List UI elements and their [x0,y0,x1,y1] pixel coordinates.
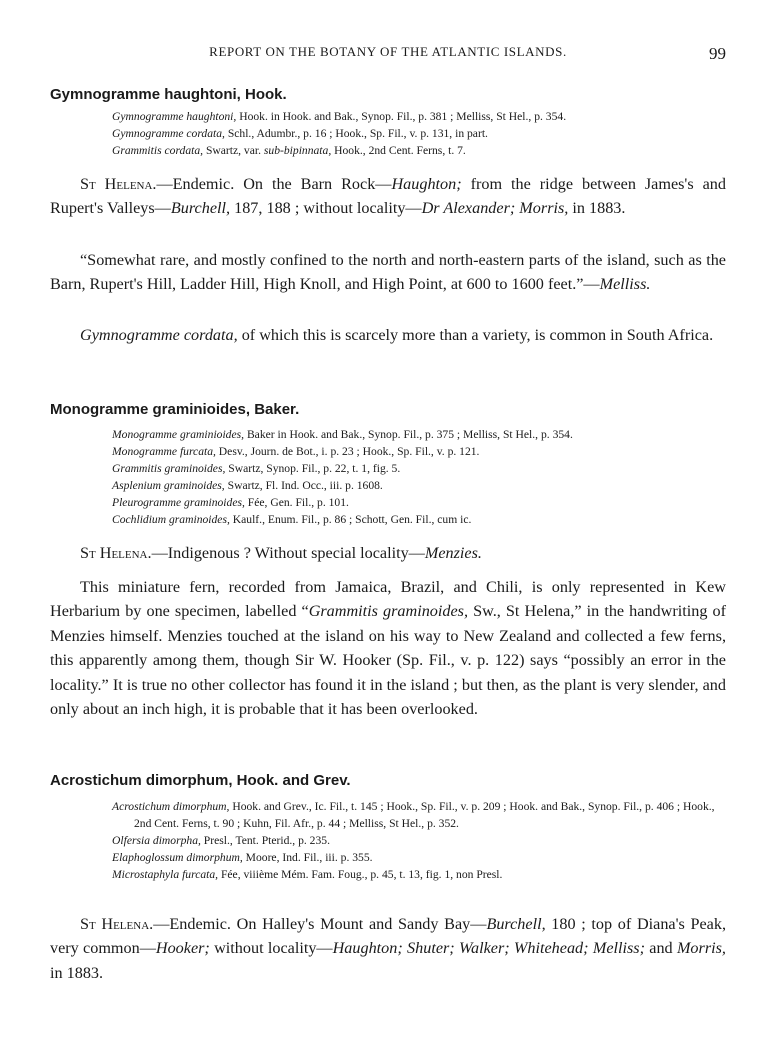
synonym-list [112,798,726,883]
locality-paragraph: St Helena.—Endemic. On Halley's Mount and Sandy Bay—Burchell, 180 ; top of Diana's Peak, very common—Hooker; without locality—Haughton; Shuter; Walker; Whitehead; Melliss; and Morris, in 1883. [50,915,726,982]
synonym-item: Microstaphyla furcata, Fée, viiième Mém. Fam. Foug., p. 45, t. 13, fig. 1, non Presl. [112,868,503,881]
running-title: REPORT ON THE BOTANY OF THE ATLANTIC ISLANDS. [209,44,567,59]
note-paragraph: Gymnogramme cordata, of which this is scarcely more than a variety, is common in South Africa. [80,326,714,344]
synonym-item: Elaphoglossum dimorphum, Moore, Ind. Fil., iii. p. 355. [112,851,373,864]
synonym-item: Grammitis cordata, Swartz, var. sub-bipinnata, Hook., 2nd Cent. Ferns, t. 7. [112,144,466,157]
synonym-item: Olfersia dimorpha, Presl., Tent. Pterid., p. 235. [112,834,330,847]
synonym-item: Gymnogramme cordata, Schl., Adumbr., p. 16 ; Hook., Sp. Fil., v. p. 131, in part. [112,127,488,140]
synonym-item: Pleurogramme graminoides, Fée, Gen. Fil., p. 101. [112,496,349,509]
species-entry-monogramme [50,401,726,528]
synonym-item: Cochlidium graminoides, Kaulf., Enum. Fil., p. 86 ; Schott, Gen. Fil., cum ic. [112,513,472,526]
species-entry-gymnogramme [50,86,726,159]
species-heading: Acrostichum dimorphum, Hook. and Grev. [50,772,351,789]
synonym-item: Monogramme graminioides, Baker in Hook. and Bak., Synop. Fil., p. 375 ; Melliss, St Hel., p. 354. [112,428,573,441]
synonym-item: Asplenium graminoides, Swartz, Fl. Ind. Occ., iii. p. 1608. [112,479,383,492]
synonym-item: Acrostichum dimorphum, Hook. and Grev., Ic. Fil., t. 145 ; Hook., Sp. Fil., v. p. 209 ; Hook. and Bak., Synop. Fil., p. 406 ; Hook., 2nd Cent. Ferns, t. 90 ; Kuhn, Fil. Afr., p. 44 ; Melliss, St Hel., p. 352. [112,800,715,830]
locality-paragraph: St Helena.—Endemic. On the Barn Rock—Haughton; from the ridge between James's and Rupert's Valleys—Burchell, 187, 188 ; without locality—Dr Alexander; Morris, in 1883. [50,175,726,218]
species-heading: Monogramme graminioides, Baker. [50,401,300,418]
synonym-list [112,426,726,528]
synonym-item: Monogramme furcata, Desv., Journ. de Bot., i. p. 23 ; Hook., Sp. Fil., v. p. 121. [112,445,480,458]
synonym-item: Grammitis graminoides, Swartz, Synop. Fil., p. 22, t. 1, fig. 5. [112,462,401,475]
locality-paragraph: St Helena.—Indigenous ? Without special locality—Menzies. [80,544,482,562]
discussion-paragraph: This miniature fern, recorded from Jamaica, Brazil, and Chili, is only represented in Kew Herbarium by one specimen, labelled “Grammitis graminoides, Sw., St Helena,” in the handwriting of Menzies himself. Menzies touched at the island on his way to New Zealand and collected a few ferns, this apparently among them, though Sir W. Hooker (Sp. Fil., v. p. 122) says “possibly an error in the locality.” It is true no other collector has found it in the island ; but then, as the plant is very slender, and only about an inch high, it is probable that it has been overlooked. [50,578,726,719]
synonym-item: Gymnogramme haughtoni, Hook. in Hook. and Bak., Synop. Fil., p. 381 ; Melliss, St Hel., p. 354. [112,110,567,123]
page-number: 99 [709,44,726,63]
species-entry-acrostichum [50,772,726,883]
quote-paragraph: “Somewhat rare, and mostly confined to the north and north-eastern parts of the island, such as the Barn, Rupert's Hill, Ladder Hill, High Knoll, and High Point, at 600 to 1600 feet.”—Melliss. [50,251,726,294]
page-header [50,44,726,66]
species-heading: Gymnogramme haughtoni, Hook. [50,86,287,103]
synonym-list [112,108,726,159]
